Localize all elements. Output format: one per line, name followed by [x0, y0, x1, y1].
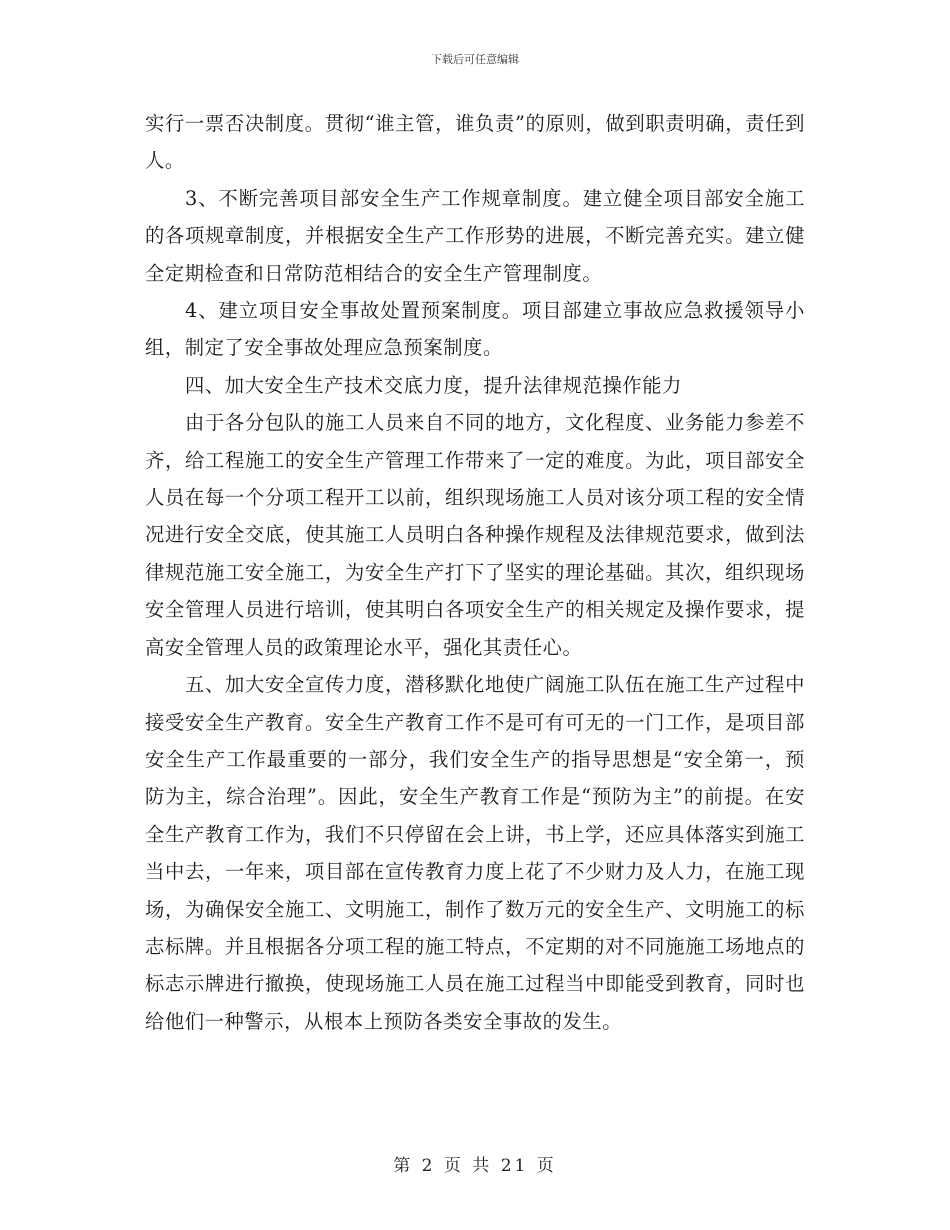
section-heading: 四、加大安全生产技术交底力度，提升法律规范操作能力 [185, 373, 683, 397]
document-body [145, 105, 805, 1040]
paragraph: 五、加大安全宣传力度，潜移默化地使广阔施工队伍在施工生产过程中接受安全生产教育。安全生产教育工作不是可有可无的一门工作，是项目部安全生产工作最重要的一部分，我们安全生产的指导思想是“安全第一，预防为主，综合治理”。因此，安全生产教育工作是“预防为主”的前提。在安全生产教育工作为，我们不只停留在会上讲，书上学，还应具体落实到施工当中去，一年来，项目部在宣传教育力度上花了不少财力及人力，在施工现场，为确保安全施工、文明施工，制作了数万元的安全生产、文明施工的标志标牌。并且根据各分项工程的施工特点，不定期的对不同施施工场地点的标志示牌进行撤换，使现场施工人员在施工过程当中即能受到教育，同时也给他们一种警示，从根本上预防各类安全事故的发生。 [145, 673, 805, 1033]
page-header: 下载后可任意编辑 [431, 53, 519, 66]
paragraph: 由于各分包队的施工人员来自不同的地方，文化程度、业务能力参差不齐，给工程施工的安全生产管理工作带来了一定的难度。为此，项目部安全人员在每一个分项工程开工以前，组织现场施工人员对该分项工程的安全情况进行安全交底，使其施工人员明白各种操作规程及法律规范要求，做到法律规范施工安全施工，为安全生产打下了坚实的理论基础。其次，组织现场安全管理人员进行培训，使其明白各项安全生产的相关规定及操作要求，提高安全管理人员的政策理论水平，强化其责任心。 [145, 411, 805, 659]
paragraph: 实行一票否决制度。贯彻“谁主管，谁负责”的原则，做到职责明确，责任到人。 [145, 112, 805, 173]
page-footer: 第 2 页 共 21 页 [393, 1156, 557, 1176]
paragraph: 4、建立项目安全事故处置预案制度。项目部建立事故应急救援领导小组，制定了安全事故处理应急预案制度。 [145, 299, 805, 360]
paragraph: 3、不断完善项目部安全生产工作规章制度。建立健全项目部安全施工的各项规章制度，并根据安全生产工作形势的进展，不断完善充实。建立健全定期检查和日常防范相结合的安全生产管理制度。 [145, 186, 805, 285]
